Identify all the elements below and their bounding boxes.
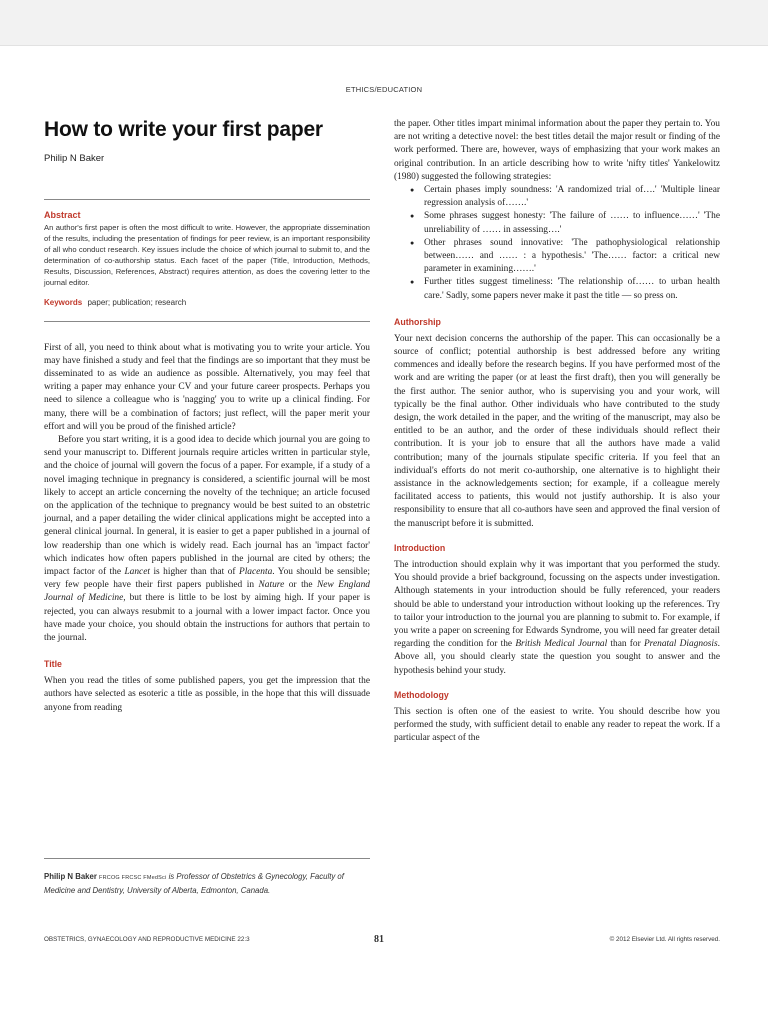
methodology-heading: Methodology	[394, 689, 449, 700]
keywords-value: paper; publication; research	[87, 297, 187, 307]
footer-copyright: © 2012 Elsevier Ltd. All rights reserved.	[609, 936, 720, 943]
article-title: How to write your first paper	[44, 118, 323, 141]
intro-body	[44, 342, 370, 646]
title-section-text: When you read the titles of some published papers, you get the impression that the authors have selected as esoteric a title as possible, in the hope that this will dissuade anyone from reading	[44, 676, 370, 713]
authorship-heading: Authorship	[394, 316, 441, 327]
keywords-label: Keywords	[44, 297, 83, 307]
footnote-author-name: Philip N Baker	[44, 872, 97, 881]
article-author: Philip N Baker	[44, 153, 105, 164]
footnote-credentials: FRCOG FRCSC FMedSci	[99, 875, 167, 881]
abstract-text: An author's first paper is often the most difficult to write. However, the appropriate dissemination of the results, including the presentation of findings for peer review, is an important responsibility of all who conduct research. Key issues include the choice of which journal to submit to, and the determination of co-authorship status. Each facet of the paper (Title, Introduction, Methods, Results, Discussion, References, Abstract) requires attention, as does the covering letter to the journal editor.	[44, 223, 370, 288]
list-item: ● Other phrases sound innovative: 'The pathophysiological relationship between…… and …… : a hypothesis.' 'The…… factor: a critical new parameter in examining…….'	[406, 237, 720, 277]
methodology-text: This section is often one of the easiest to write. You should describe how you performed the study, with sufficient detail to enable any reader to repeat the work. If a particular aspect of the	[394, 706, 720, 744]
abstract-divider	[44, 321, 370, 322]
footer-journal: OBSTETRICS, GYNAECOLOGY AND REPRODUCTIVE MEDICINE 22:3	[44, 936, 250, 943]
right-column	[394, 118, 720, 745]
authorship-text: Your next decision concerns the authorship of the paper. This can occasionally be a source of conflict; potential authorship is best addressed before any writing commences and ideally before the research begins. If you have performed most of the work and are writing the paper (or at least the first draft), then you will generally be the first author. The senior author, who is supervising you and your work, will typically be the final author. Other individuals who have contributed to the study design, the work detailed in the paper, and the writing of the manuscript, may also be entitled to be an author, and the order of these individuals should reflect their contribution. It is your job to ensure that all the authors have made a valid contribution; many of the journals stipulate specific criteria. If you feel that an individual's efforts do not merit co-authorship, one alternative is to highlight their assistance in the acknowledgements section; for example, if a colleague merely facilitated access to patients, this would not justify authorship. It is also your responsibility to ensure that all co-authors have seen and approved the final version of the manuscript before it is submitted.	[394, 333, 720, 529]
footnote-affiliation: is Professor of Obstetrics & Gynecology, Faculty of Medicine and Dentistry, University of Alberta, Edmonton, Canada.	[44, 872, 344, 895]
intro-paragraph-1: First of all, you need to think about what is motivating you to write your article. You may have finished a study and feel that the findings are so important that they must be disseminated to as wide an audience as possible. Alternatively, you may feel that writing a paper may enhance your CV and your future career prospects. Perhaps you need to silence a colleague who is 'nagging' you to write up a clinical finding. For many, there will be a combination of factors; just reflect, will the paper merit your effort and will you be proud of the finished article?	[44, 342, 370, 432]
abstract-heading: Abstract	[44, 210, 81, 220]
top-band	[0, 0, 768, 46]
title-strategies-list	[406, 184, 720, 303]
list-item: ● Certain phases imply soundness: 'A randomized trial of….' 'Multiple linear regression analysis of…….'	[406, 184, 720, 210]
list-item: ● Some phrases suggest honesty: 'The failure of …… to influence……' 'The unreliability of …… in assessing….'	[406, 210, 720, 236]
list-item: ● Further titles suggest timeliness: 'The relationship of…… to urban health care.' Sadly, some papers never make it past the title — so press on.	[406, 276, 720, 302]
introduction-text: The introduction should explain why it was important that you performed the study. You should provide a brief background, focussing on the aspects under investigation. Although statements in your introduction should be fully referenced, your readers should be able to understand your introduction without looking up the references. Try to tailor your introduction to the journal you are planning to submit to. For example, if you write a paper on screening for Edwards Syndrome, you will need far greater detail regarding the condition for the British Medical Journal than for Prenatal Diagnosis. Above all, you should clearly state the question you sought to answer and the hypothesis behind your study.	[394, 559, 721, 676]
title-continued: the paper. Other titles impart minimal information about the paper they pertain to. You are not writing a detective novel: the best titles detail the major result or finding of the work performed. There are, however, ways of emphasizing that your work makes an original contribution. In an article describing how to write 'nifty titles' Yankelowitz (1980) suggested the following strategies: ● Certain phases imply soundness: 'A randomized trial of….' 'Multiple linear regression analysis of…….' ● Some phrases suggest honesty: 'The failure of …… to influence……' 'The unreliability of …… in assessing….' ● Other phrases sound innovative: 'The pathophysiological relationship between…… and …… : a hypothesis.' 'The…… factor: a critical new parameter in examining…….' ● Further titles suggest timeliness: 'The relationship of…… to urban health care.' Sadly, some papers never make it past the title — so press on.	[394, 118, 720, 303]
page-number: 81	[374, 934, 384, 945]
section-label: ETHICS/EDUCATION	[345, 85, 423, 94]
intro-paragraph-2: Before you start writing, it is a good idea to decide which journal you are going to send your manuscript to. Different journals require articles written in particular style, and the choice of journal will govern the focus of a paper. For example, if a study of a novel imaging technique in pregnancy is considered, a scientific journal will be most likely to accept an article concerning the novelty of the technique; an article focused on the application of the technique to pregnancy would be best suited to an obstetric journal, and a paper detailing the wider clinical applications might be accepted into a general clinical journal. In general, it is easier to get a paper published in a journal of low readership than one which is widely read. Each journal has an 'impact factor' which indicates how often papers published in the journal are cited by others; the impact factor of the Lancet is higher than that of Placenta. You should be sensible; very few people have their first papers published in Nature or the New England Journal of Medicine, but there is little to be lost by aiming high. If your paper is rejected, you can always resubmit to a journal with a lower impact factor. Once you have made your choice, you should obtain the instructions for authors that pertain to the journal.	[44, 434, 370, 644]
author-footnote	[44, 858, 370, 897]
left-column	[44, 118, 370, 715]
title-section-heading: Title	[44, 659, 62, 670]
introduction-heading: Introduction	[394, 542, 446, 553]
abstract-box	[44, 199, 370, 322]
keywords-line	[44, 298, 370, 307]
